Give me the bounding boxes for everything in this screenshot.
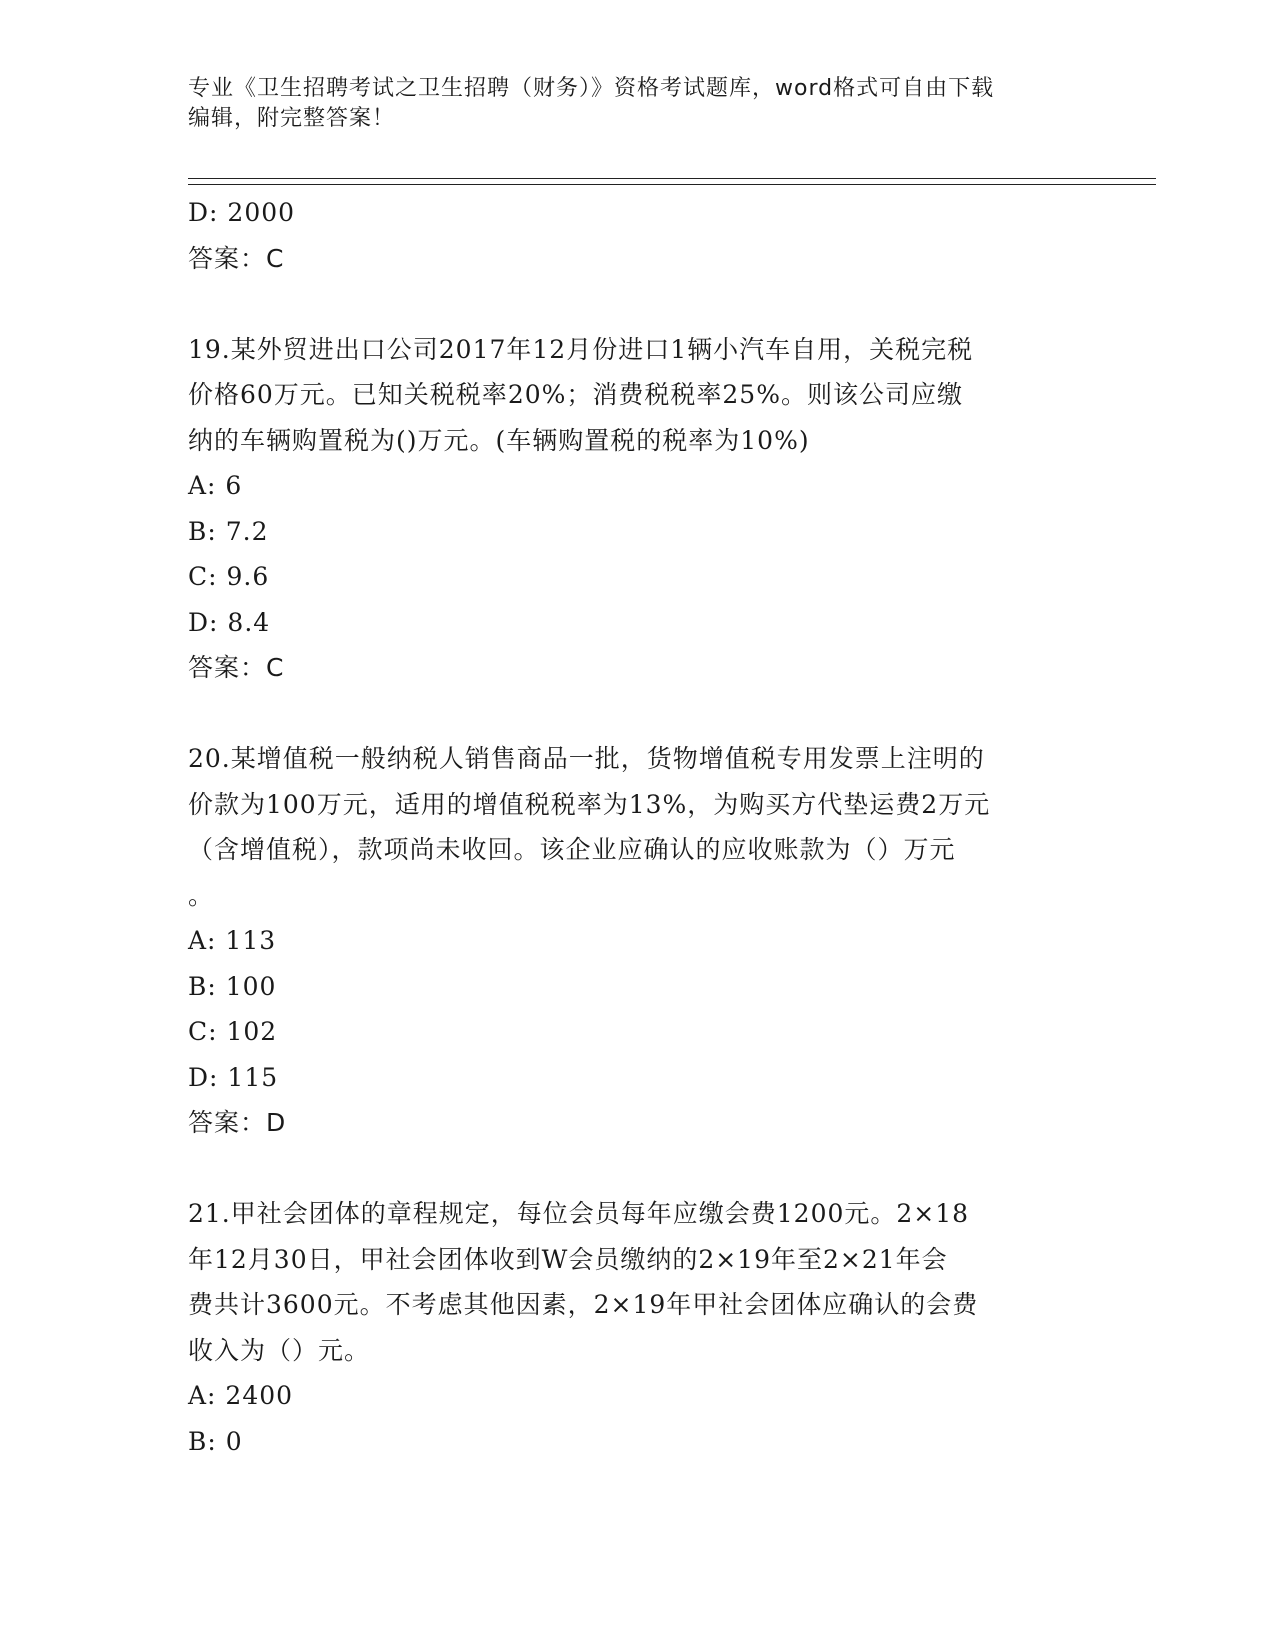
document-header (188, 74, 1088, 134)
question-text-line: 19.某外贸进出口公司2017年12月份进口1辆小汽车自用，关税完税 (188, 334, 974, 364)
question-18-tail (188, 190, 1088, 281)
option-d: D: 2000 (188, 198, 296, 227)
option-d: D: 115 (188, 1062, 279, 1092)
question-text-line: 价格60万元。已知关税税率20%；消费税税率25%。则该公司应缴 (188, 380, 963, 409)
answer-label: 答案：D (188, 1108, 287, 1137)
option-a: A: 2400 (188, 1381, 294, 1410)
question-text-line: 收入为（）元。 (188, 1335, 371, 1365)
answer-label: 答案：C (188, 243, 285, 273)
question-text-line: 21.甲社会团体的章程规定，每位会员每年应缴会费1200元。2×18 (188, 1199, 970, 1228)
option-d: D: 8.4 (188, 607, 271, 637)
option-a: A: 6 (188, 471, 243, 500)
option-a: A: 113 (188, 926, 277, 955)
header-divider-bottom (188, 184, 1156, 185)
header-divider-top (188, 178, 1156, 179)
option-b: B: 7.2 (188, 516, 269, 546)
question-text-line: 纳的车辆购置税为()万元。(车辆购置税的税率为10%) (188, 425, 810, 455)
question-text-line: 。 (188, 880, 215, 910)
document-body (188, 190, 1088, 1464)
question-text-line: 年12月30日，甲社会团体收到W会员缴纳的2×19年至2×21年会 (188, 1244, 948, 1274)
option-c: C: 9.6 (188, 562, 270, 591)
question-19 (188, 327, 1088, 691)
question-text-line: （含增值税），款项尚未收回。该企业应确认的应收账款为（）万元 (188, 835, 956, 864)
option-b: B: 100 (188, 971, 277, 1001)
question-text-line: 20.某增值税一般纳税人销售商品一批，货物增值税专用发票上注明的 (188, 744, 985, 773)
header-line-2: 编辑，附完整答案！ (188, 106, 396, 131)
spacer (188, 1146, 1088, 1192)
question-21 (188, 1191, 1088, 1464)
answer-label: 答案：C (188, 653, 285, 682)
question-text-line: 费共计3600元。不考虑其他因素，2×19年甲社会团体应确认的会费 (188, 1290, 979, 1319)
spacer (188, 281, 1088, 327)
spacer (188, 691, 1088, 737)
header-line-1: 专业《卫生招聘考试之卫生招聘（财务）》资格考试题库，word格式可自由下载 (188, 76, 995, 101)
option-c: C: 102 (188, 1017, 278, 1046)
question-20 (188, 736, 1088, 1146)
question-text-line: 价款为100万元，适用的增值税税率为13%，为购买方代垫运费2万元 (188, 789, 991, 819)
option-b: B: 0 (188, 1426, 243, 1456)
